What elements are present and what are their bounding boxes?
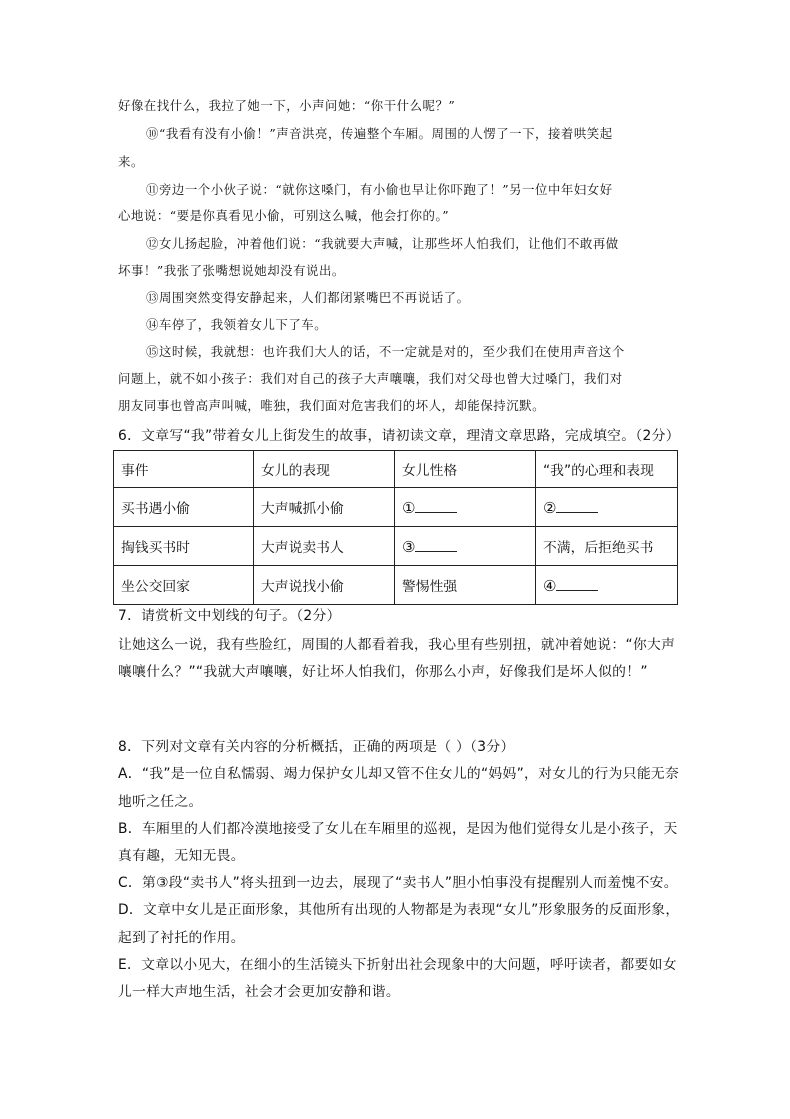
cell-mind — [536, 566, 678, 605]
option-a-line-2: 地听之任之。 — [118, 794, 203, 810]
option-e-line-2: 儿一样大声地生活，社会才会更加安静和谐。 — [118, 984, 400, 1000]
answer-blank[interactable] — [556, 576, 598, 591]
story-line-8: ⑬周围突然变得安静起来，人们都闭紧嘴巴不再说话了。 — [146, 290, 470, 305]
story-line-10: ⑮这时候，我就想：也许我们大人的话，不一定就是对的，至少我们在使用声音这个 — [146, 344, 625, 359]
option-d-line-1: D．文章中女儿是正面形象，其他所有出现的人物都是为表现“女儿”形象服务的反面形象， — [118, 902, 680, 918]
question-6-prompt: 6．文章写“我”带着女儿上街发生的故事，请初读文章，理清文章思路，完成填空。（2分） — [118, 428, 680, 444]
answer-blank[interactable] — [556, 498, 598, 513]
cell-trait — [395, 488, 536, 527]
question-7-quote-line-2: 嚷嚷什么？”“我就大声嚷嚷，好让坏人怕我们，你那么小声，好像我们是坏人似的！” — [118, 664, 648, 680]
answer-blank[interactable] — [415, 498, 457, 513]
cell-mind: 不满，后拒绝买书 — [536, 527, 678, 566]
cell-mind — [536, 488, 678, 527]
header-behavior: 女儿的表现 — [254, 451, 395, 488]
story-line-4: ⑪旁边一个小伙子说：“就你这嗓门，有小偷也早让你吓跑了！”另一位中年妇女好 — [146, 182, 613, 197]
story-line-5: 心地说：“要是你真看见小偷，可别这么喊，他会打你的。” — [118, 208, 450, 223]
story-line-6: ⑫女儿扬起脸，冲着他们说：“我就要大声喊，让那些坏人怕我们，让他们不敢再做 — [146, 236, 619, 251]
table-header-row — [114, 451, 678, 488]
story-line-3: 来。 — [118, 154, 144, 169]
cell-behavior: 大声说卖书人 — [254, 527, 395, 566]
cell-behavior: 大声喊抓小偷 — [254, 488, 395, 527]
story-line-12: 朋友同事也曾高声叫喊，唯独，我们面对危害我们的坏人，却能保持沉默。 — [118, 398, 546, 413]
question-8-prompt: 8．下列对文章有关内容的分析概括，正确的两项是（ ）（3分） — [118, 739, 515, 755]
option-c-line-1: C．第③段“卖书人”将头扭到一边去，展现了“卖书人”胆小怕事没有提醒别人而羞愧不安。 — [118, 875, 678, 891]
option-b-line-2: 真有趣，无知无畏。 — [118, 848, 245, 864]
question-7-quote-line-1: 让她这么一说，我有些脸红，周围的人都看着我，我心里有些别扭，就冲着她说：“你大声 — [118, 637, 676, 653]
answer-blank[interactable] — [415, 537, 457, 552]
cell-trait — [395, 527, 536, 566]
events-table — [113, 450, 678, 605]
story-line-1: 好像在找什么，我拉了她一下，小声问她：“你干什么呢？” — [118, 98, 456, 113]
story-line-9: ⑭车停了，我领着女儿下了车。 — [146, 317, 328, 332]
cell-behavior: 大声说找小偷 — [254, 566, 395, 605]
option-a-line-1: A．“我”是一位自私懦弱、竭力保护女儿却又管不住女儿的“妈妈”，对女儿的行为只能无奈 — [118, 766, 680, 782]
cell-event: 掏钱买书时 — [114, 527, 254, 566]
cell-trait: 警惕性强 — [395, 566, 536, 605]
cell-event: 买书遇小偷 — [114, 488, 254, 527]
option-e-line-1: E．文章以小见大，在细小的生活镜头下折射出社会现象中的大问题，呼吁读者，都要如女 — [118, 957, 677, 973]
blank-number: ② — [543, 498, 557, 517]
question-7-prompt: 7．请赏析文中划线的句子。（2分） — [118, 608, 341, 624]
story-line-7: 坏事！”我张了张嘴想说她却没有说出。 — [118, 263, 345, 278]
header-mind: “我”的心理和表现 — [536, 451, 678, 488]
table-row — [114, 566, 678, 605]
story-line-11: 问题上，就不如小孩子：我们对自己的孩子大声嚷嚷，我们对父母也曾大过嗓门，我们对 — [118, 371, 623, 386]
blank-number: ③ — [402, 537, 416, 556]
option-b-line-1: B．车厢里的人们都冷漠地接受了女儿在车厢里的巡视，是因为他们觉得女儿是小孩子，天 — [118, 821, 678, 837]
table-row — [114, 488, 678, 527]
option-d-line-2: 起到了衬托的作用。 — [118, 930, 245, 946]
header-event: 事件 — [114, 451, 254, 488]
blank-number: ④ — [543, 576, 557, 595]
story-line-2: ⑩“我看有没有小偷！”声音洪亮，传遍整个车厢。周围的人愣了一下，接着哄笑起 — [146, 126, 613, 141]
blank-number: ① — [402, 498, 416, 517]
table-row — [114, 527, 678, 566]
header-trait: 女儿性格 — [395, 451, 536, 488]
cell-event: 坐公交回家 — [114, 566, 254, 605]
